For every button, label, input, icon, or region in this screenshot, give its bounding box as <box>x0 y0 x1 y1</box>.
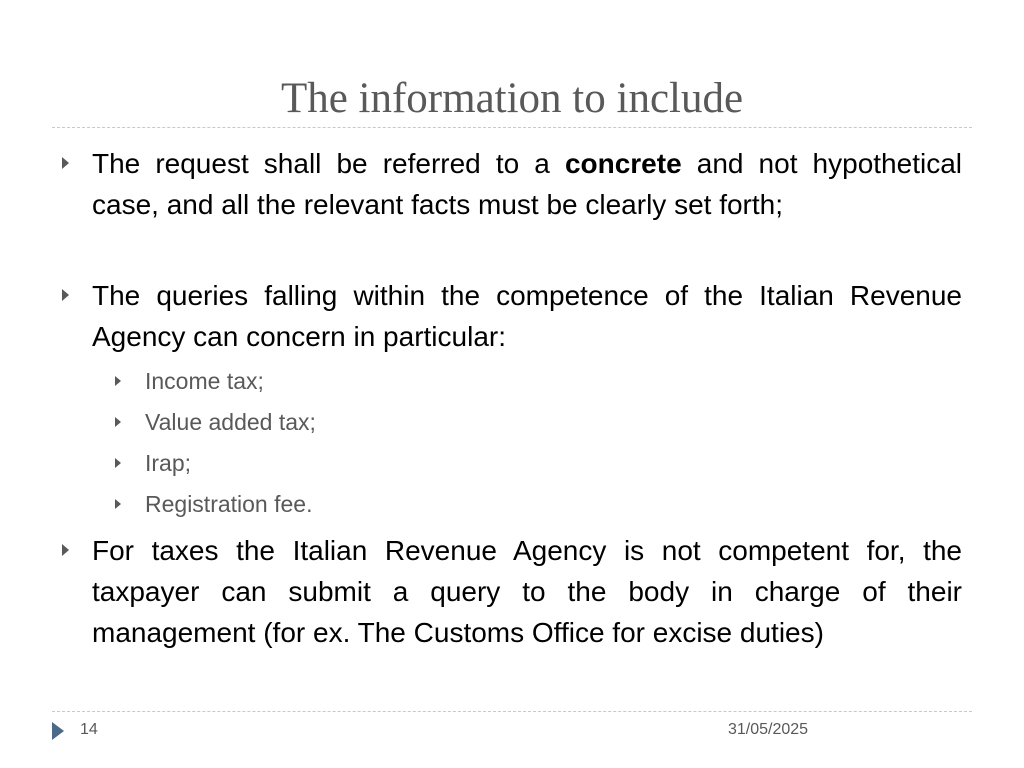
bullet-arrow-icon <box>62 157 69 169</box>
footer-arrow-icon <box>52 722 64 740</box>
slide-title: The information to include <box>280 75 744 122</box>
bullet-arrow-icon <box>62 544 69 556</box>
sub-bullet-arrow-icon <box>115 376 121 386</box>
bullet-concrete-case <box>92 143 962 225</box>
sub-bullet-arrow-icon <box>115 417 121 427</box>
bullet-not-competent: For taxes the Italian Revenue Agency is not competent for, the taxpayer can submit a query to the body in charge of their management (for ex. The Customs Office for excise duties) <box>92 535 962 648</box>
sub-bullet-income-tax: Income tax; <box>145 368 264 394</box>
bullet-text-start: The request shall be referred to a <box>92 148 565 179</box>
bullet-bold-word: concrete <box>564 148 682 179</box>
sub-bullet-registration-fee: Registration fee. <box>145 491 313 517</box>
sub-bullet-vat: Value added tax; <box>145 409 316 435</box>
bullet-queries-competence: The queries falling within the competence of the Italian Revenue Agency can concern in particular: <box>92 280 962 352</box>
slide-date: 31/05/2025 <box>728 721 809 738</box>
bullet-arrow-icon <box>62 289 69 301</box>
sub-bullet-irap: Irap; <box>145 450 192 476</box>
title-divider <box>52 127 972 128</box>
sub-bullet-arrow-icon <box>115 458 121 468</box>
page-number: 14 <box>80 721 98 738</box>
footer-divider <box>52 711 972 712</box>
bullet-text-end: and not hypothetical case, and all the relevant facts must be clearly set forth; <box>92 148 962 220</box>
sub-bullet-arrow-icon <box>115 499 121 509</box>
